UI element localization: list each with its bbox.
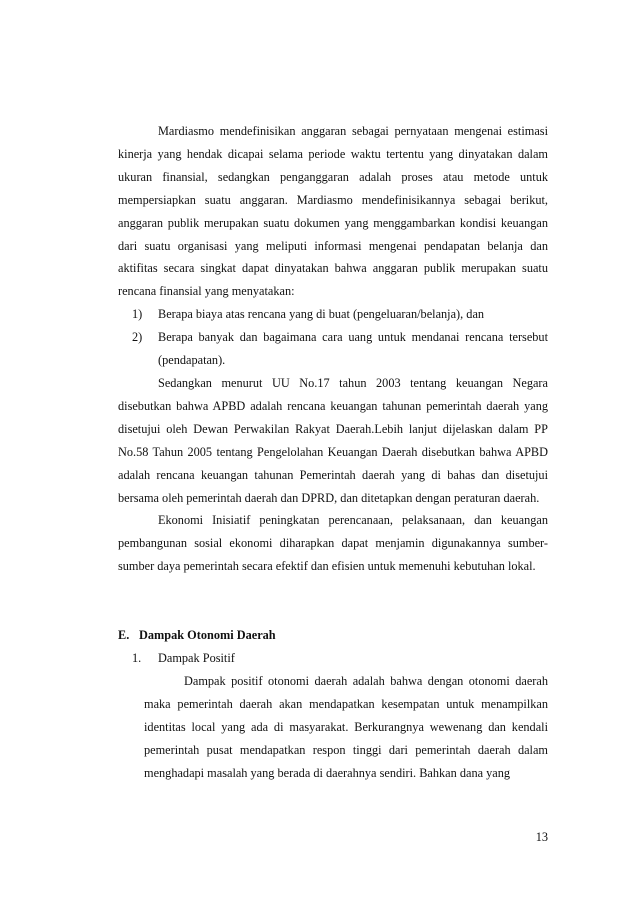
list-item <box>118 303 548 326</box>
section-spacer <box>118 578 548 624</box>
page-number: 13 <box>535 830 548 844</box>
section-letter: E. <box>118 628 130 643</box>
subsection-number: 1. <box>132 651 142 666</box>
paragraph-uu-apbd: Sedangkan menurut UU No.17 tahun 2003 tentang keuangan Negara disebutkan bahwa APBD adalah rencana keuangan tahunan pemerintah daerah yang disetujui oleh Dewan Perwakilan Rakyat Daerah.Lebih lanjut dijelaskan dalam PP No.58 Tahun 2005 tentang Pengelolahan Keuangan Daerah disebutkan bahwa APBD adalah rencana keuangan tahunan Pemerintah daerah yang di bahas dan disetujui bersama oleh pemerintah daerah dan DPRD, dan ditetapkan dengan peraturan daerah. <box>118 375 548 505</box>
section-heading <box>118 624 548 647</box>
section-title: Dampak Otonomi Daerah <box>139 628 276 643</box>
list-item <box>118 326 548 372</box>
list-item-text: Berapa biaya atas rencana yang di buat (pengeluaran/belanja), dan <box>158 307 485 322</box>
paragraph-dampak-positif: Dampak positif otonomi daerah adalah bahwa dengan otonomi daerah maka pemerintah daerah akan mendapatkan kesempatan untuk menampilkan identitas local yang ada di masyarakat. Berkurangnya wewenang dan kendali pemerintah pusat mendapatkan respon tinggi dari pemerintah daerah dalam menghadapi masalah yang berada di daerahnya sendiri. Bahkan dana yang <box>144 673 548 780</box>
subsection-title: Dampak Positif <box>158 651 235 666</box>
list-item-text: Berapa banyak dan bagaimana cara uang untuk mendanai rencana tersebut (pendapatan). <box>158 330 548 368</box>
budget-question-list <box>118 303 548 372</box>
subsection-heading <box>118 647 548 670</box>
paragraph-ekonomi-inisiatif: Ekonomi Inisiatif peningkatan perencanaan, pelaksanaan, dan keuangan pembangunan sosial ekonomi diharapkan dapat menjamin digunakannya sumber-sumber daya pemerintah secara efektif dan efisien untuk memenuhi kebutuhan lokal. <box>118 513 548 574</box>
list-item-marker: 2) <box>132 330 143 345</box>
list-item-marker: 1) <box>132 307 143 322</box>
paragraph-mardiasmo: Mardiasmo mendefinisikan anggaran sebagai pernyataan mengenai estimasi kinerja yang hendak dicapai selama periode waktu tertentu yang dinyatakan dalam ukuran finansial, sedangkan penganggaran adalah proses atau metode untuk mempersiapkan suatu anggaran. Mardiasmo mendefinisikannya sebagai berikut, anggaran publik merupakan suatu dokumen yang menggambarkan kondisi keuangan dari suatu organisasi yang meliputi informasi mengenai pendapatan belanja dan aktifitas secara singkat dapat dinyatakan bahwa anggaran publik merupakan suatu rencana finansial yang menyatakan: <box>118 124 548 299</box>
subsection-body <box>118 670 548 785</box>
page-body <box>118 120 548 784</box>
